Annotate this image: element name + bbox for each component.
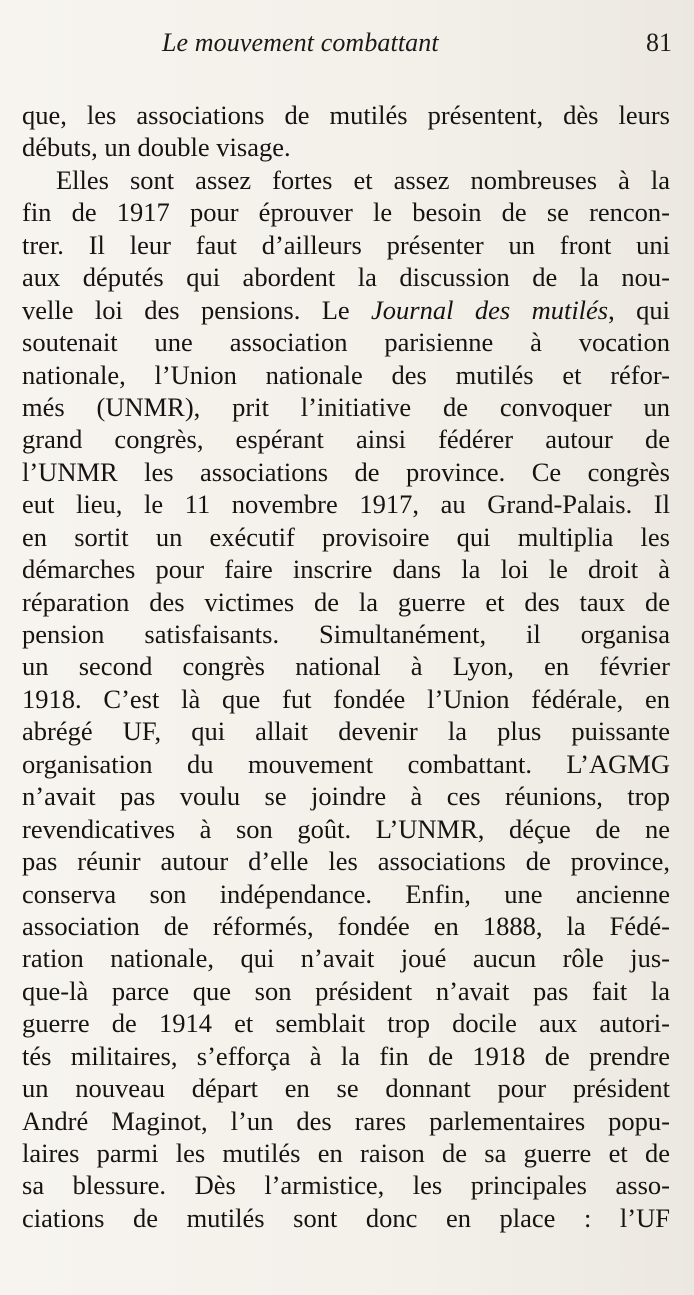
- text-line: fin de 1917 pour éprouver le besoin de se rencon-: [22, 197, 670, 228]
- text-line: ration nationale, qui n’avait joué aucun rôle jus-: [22, 943, 670, 974]
- text-line: l’UNMR les associations de province. Ce congrès: [22, 456, 670, 487]
- text-line: tés militaires, s’efforça à la fin de 1918 de prendre: [22, 1040, 670, 1071]
- page-header: [22, 28, 672, 68]
- text-line: débuts, un double visage.: [22, 132, 291, 163]
- text-line: un second congrès national à Lyon, en février: [22, 651, 670, 682]
- text-line: eut lieu, le 11 novembre 1917, au Grand-Palais. Il: [22, 489, 670, 520]
- text-line: guerre de 1914 et semblait trop docile aux autori-: [22, 1008, 670, 1039]
- text-line: en sortit un exécutif provisoire qui multiplia les: [22, 521, 670, 552]
- text-line: conserva son indépendance. Enfin, une ancienne: [22, 878, 670, 909]
- text-line: que, les associations de mutilés présentent, dès leurs: [22, 100, 670, 130]
- text-line: 1918. C’est là que fut fondée l’Union fédérale, en: [22, 683, 670, 714]
- text-line: association de réformés, fondée en 1888, la Fédé-: [22, 910, 670, 941]
- text-line: sa blessure. Dès l’armistice, les principales asso-: [22, 1170, 670, 1201]
- text-line: n’avait pas voulu se joindre à ces réunions, trop: [22, 781, 670, 812]
- text-line: que-là parce que son président n’avait pas fait la: [22, 975, 670, 1006]
- text-line: démarches pour faire inscrire dans la loi le droit à: [22, 554, 670, 585]
- text-line: réparation des victimes de la guerre et des taux de: [22, 586, 670, 617]
- text-line: nationale, l’Union nationale des mutilés et réfor-: [22, 359, 670, 390]
- text-line: pension satisfaisants. Simultanément, il organisa: [22, 619, 670, 649]
- text-line: laires parmi les mutilés en raison de sa guerre et de: [22, 1138, 670, 1168]
- text-line: trer. Il leur faut d’ailleurs présenter un front uni: [22, 229, 670, 260]
- text-line: [22, 294, 670, 326]
- body-text: [22, 99, 670, 1234]
- text-line: abrégé UF, qui allait devenir la plus puissante: [22, 716, 670, 747]
- text-line: André Maginot, l’un des rares parlementaires popu-: [22, 1105, 670, 1136]
- page-number: 81: [646, 28, 672, 57]
- text-line: soutenait une association parisienne à vocation: [22, 327, 670, 358]
- text-line: grand congrès, espérant ainsi fédérer autour de: [22, 424, 670, 455]
- text-line: un nouveau départ en se donnant pour président: [22, 1073, 670, 1104]
- text-line: revendicatives à son goût. L’UNMR, déçue de ne: [22, 813, 670, 844]
- text-line: organisation du mouvement combattant. L’AGMG: [22, 748, 670, 779]
- text-line-segment: velle loi des pensions. Le: [22, 294, 350, 325]
- text-line: aux députés qui abordent la discussion de la nou-: [22, 262, 670, 293]
- text-line: més (UNMR), prit l’initiative de convoquer un: [22, 391, 670, 422]
- text-line: ciations de mutilés sont donc en place : l’UF: [22, 1202, 670, 1233]
- running-title: Le mouvement combattant: [162, 28, 439, 57]
- text-line-segment: , qui: [608, 294, 670, 325]
- text-line: Elles sont assez fortes et assez nombreuses à la: [56, 164, 670, 195]
- text-line: pas réunir autour d’elle les associations de province,: [22, 846, 670, 877]
- journal-title: Journal des mutilés: [371, 294, 609, 325]
